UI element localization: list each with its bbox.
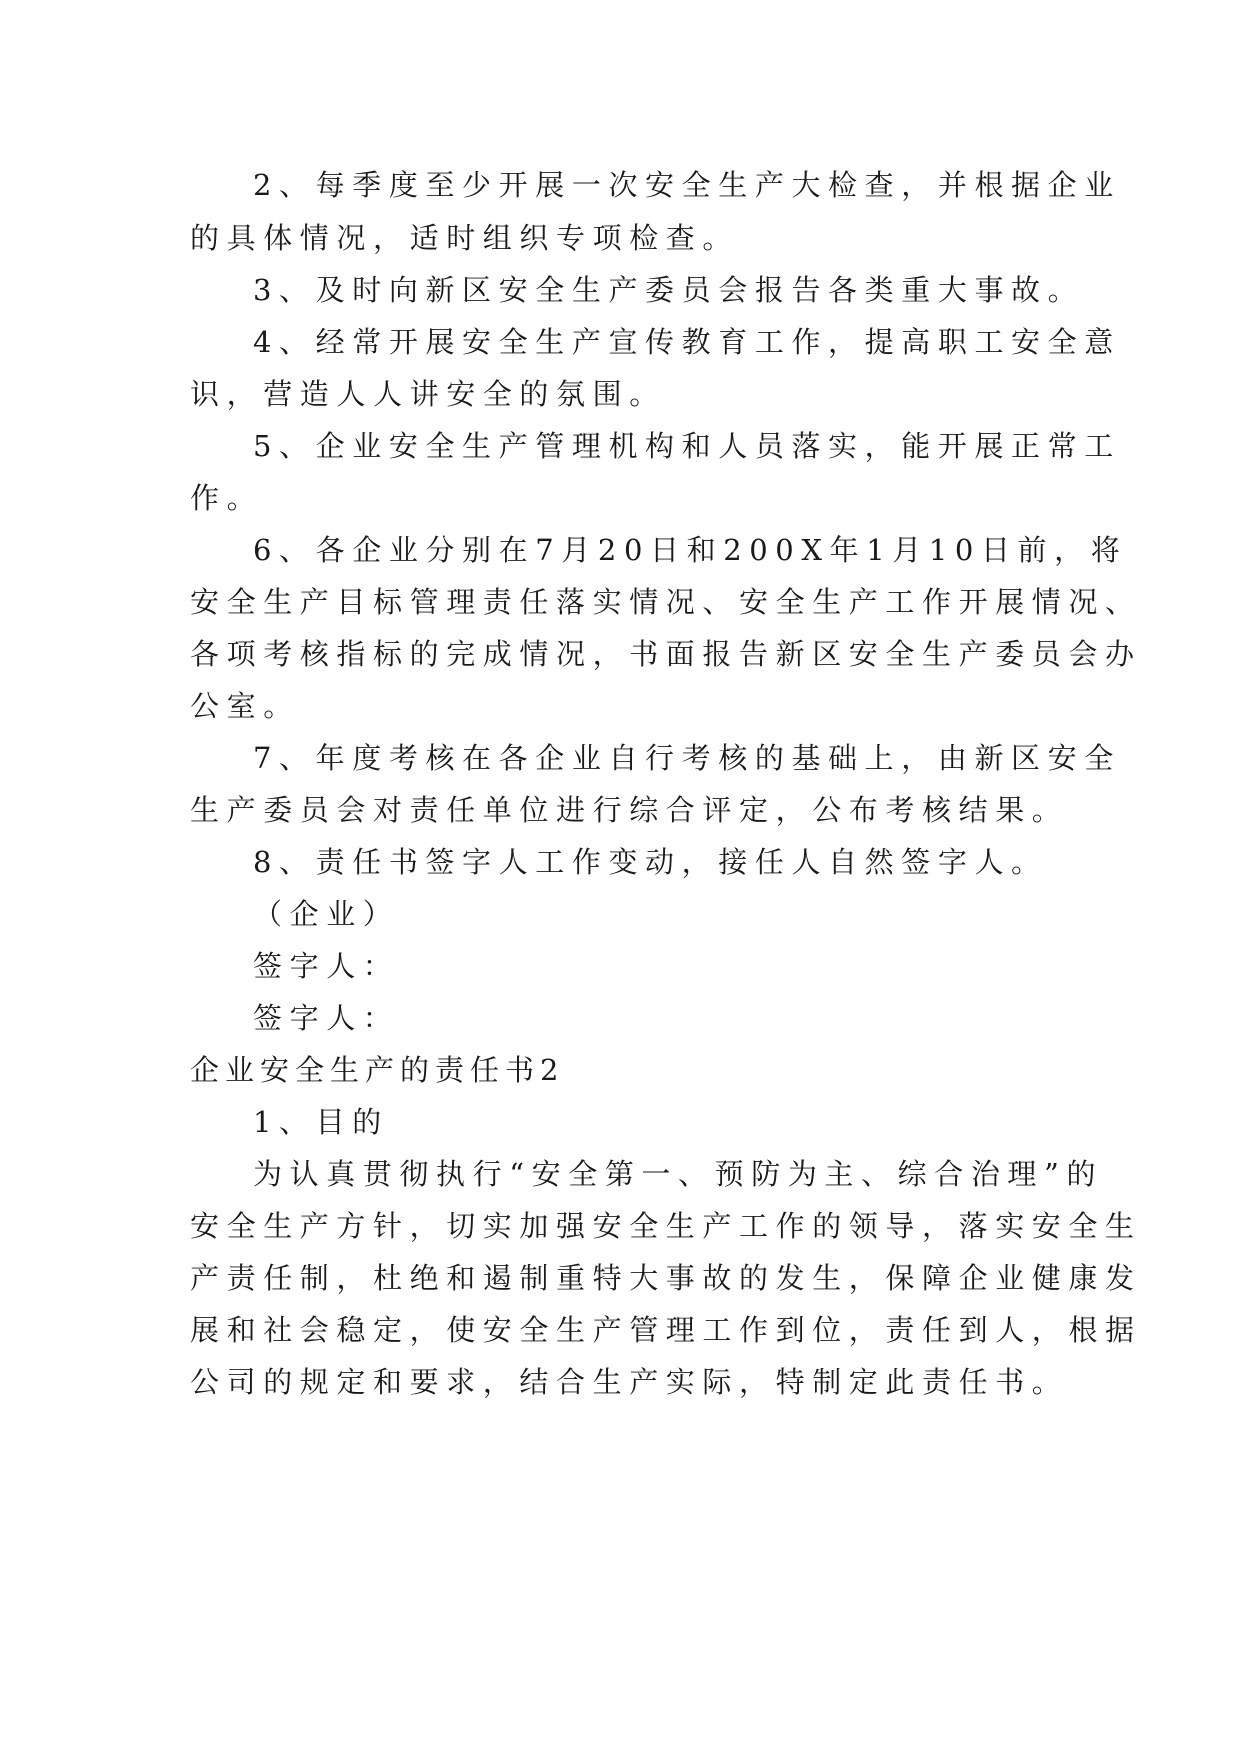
paragraph-line-item2-1: 2、每季度至少开展一次安全生产大检查，并根据企业 xyxy=(253,168,1121,202)
paragraph-line-item4-2: 识，营造人人讲安全的氛围。 xyxy=(190,377,666,411)
signature-company-label: （企业） xyxy=(253,897,400,931)
signature-label-1: 签字人： xyxy=(253,949,400,983)
paragraph-line-item5-2: 作。 xyxy=(190,481,264,515)
paragraph-line-item6-2: 安全生产目标管理责任落实情况、安全生产工作开展情况、 xyxy=(190,585,1142,619)
paragraph-line-item6-1: 6、各企业分别在7月20日和200X年1月10日前，将 xyxy=(253,533,1128,567)
paragraph-line-item4-1: 4、经常开展安全生产宣传教育工作，提高职工安全意 xyxy=(253,325,1121,359)
paragraph-line-purpose-5: 公司的规定和要求，结合生产实际，特制定此责任书。 xyxy=(190,1365,1069,1399)
paragraph-line-item6-4: 公室。 xyxy=(190,689,300,723)
paragraph-line-item8: 8、责任书签字人工作变动，接任人自然签字人。 xyxy=(253,845,1048,879)
signature-label-2: 签字人： xyxy=(253,1001,400,1035)
paragraph-line-item2-2: 的具体情况，适时组织专项检查。 xyxy=(190,221,740,255)
paragraph-line-item7-1: 7、年度考核在各企业自行考核的基础上，由新区安全 xyxy=(253,741,1121,775)
subsection-heading-purpose: 1、目的 xyxy=(253,1105,389,1139)
paragraph-line-purpose-1: 为认真贯彻执行“安全第一、预防为主、综合治理”的 xyxy=(253,1157,1104,1191)
paragraph-line-purpose-3: 产责任制，杜绝和遏制重特大事故的发生，保障企业健康发 xyxy=(190,1261,1142,1295)
paragraph-line-purpose-4: 展和社会稳定，使安全生产管理工作到位，责任到人，根据 xyxy=(190,1313,1142,1347)
paragraph-line-item3: 3、及时向新区安全生产委员会报告各类重大事故。 xyxy=(253,273,1085,307)
paragraph-line-item7-2: 生产委员会对责任单位进行综合评定，公布考核结果。 xyxy=(190,793,1069,827)
paragraph-line-purpose-2: 安全生产方针，切实加强安全生产工作的领导，落实安全生 xyxy=(190,1209,1142,1243)
section-title: 企业安全生产的责任书2 xyxy=(190,1053,565,1087)
paragraph-line-item6-3: 各项考核指标的完成情况，书面报告新区安全生产委员会办 xyxy=(190,637,1142,671)
paragraph-line-item5-1: 5、企业安全生产管理机构和人员落实，能开展正常工 xyxy=(253,429,1121,463)
